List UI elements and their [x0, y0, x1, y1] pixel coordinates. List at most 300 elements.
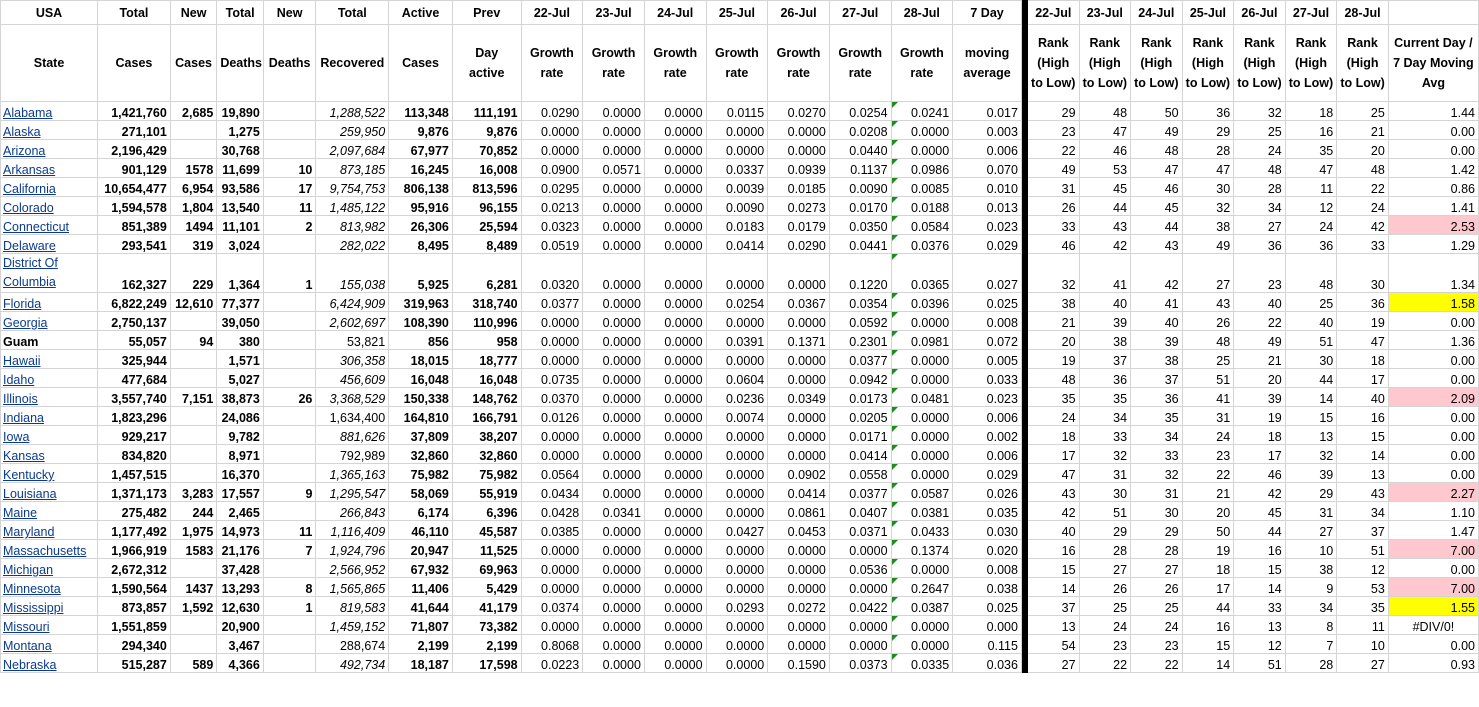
growth-rate-cell[interactable]: 0.0337	[706, 159, 768, 178]
growth-rate-cell[interactable]: 0.0000	[768, 616, 830, 635]
growth-rate-cell[interactable]: 0.0902	[768, 464, 830, 483]
rank-cell[interactable]: 22	[1079, 654, 1131, 673]
ratio-cell[interactable]: 1.44	[1388, 102, 1478, 121]
rank-cell[interactable]: 15	[1234, 559, 1286, 578]
growth-rate-cell[interactable]: 0.0422	[829, 597, 891, 616]
state-link[interactable]: Michigan	[3, 563, 54, 577]
rank-cell[interactable]: 42	[1131, 254, 1183, 293]
new-deaths-cell[interactable]	[263, 293, 316, 312]
total-deaths-cell[interactable]: 5,027	[217, 369, 264, 388]
ratio-cell[interactable]: 1.29	[1388, 235, 1478, 254]
rank-cell[interactable]: 27	[1337, 654, 1389, 673]
prev-active-cell[interactable]: 6,396	[452, 502, 521, 521]
rank-cell[interactable]: 49	[1131, 121, 1183, 140]
rank-cell[interactable]: 22	[1337, 178, 1389, 197]
total-deaths-cell[interactable]: 1,275	[217, 121, 264, 140]
growth-rate-cell[interactable]: 0.0290	[521, 102, 583, 121]
total-cases-cell[interactable]: 1,823,296	[98, 407, 171, 426]
column-header[interactable]: 23-Jul	[583, 1, 645, 25]
prev-active-cell[interactable]: 32,860	[452, 445, 521, 464]
growth-rate-cell[interactable]: 0.0000	[521, 559, 583, 578]
rank-cell[interactable]: 32	[1234, 102, 1286, 121]
state-link[interactable]: Florida	[3, 297, 42, 311]
total-cases-cell[interactable]: 325,944	[98, 350, 171, 369]
rank-cell[interactable]: 19	[1234, 407, 1286, 426]
growth-rate-cell[interactable]: 0.0000	[891, 559, 953, 578]
ratio-cell[interactable]: 1.34	[1388, 254, 1478, 293]
rank-cell[interactable]: 16	[1337, 407, 1389, 426]
new-deaths-cell[interactable]	[263, 426, 316, 445]
growth-rate-cell[interactable]: 0.0354	[829, 293, 891, 312]
new-cases-cell[interactable]: 3,283	[170, 483, 217, 502]
growth-rate-cell[interactable]: 0.0090	[829, 178, 891, 197]
ratio-cell[interactable]: 0.00	[1388, 312, 1478, 331]
state-link[interactable]: Massachusetts	[3, 544, 87, 558]
state-cell[interactable]	[1, 426, 98, 445]
state-link[interactable]: Indiana	[3, 411, 45, 425]
rank-cell[interactable]: 49	[1234, 331, 1286, 350]
growth-rate-cell[interactable]: 0.0000	[706, 140, 768, 159]
growth-rate-cell[interactable]: 0.0000	[891, 369, 953, 388]
growth-rate-cell[interactable]: 0.0453	[768, 521, 830, 540]
state-link[interactable]: Iowa	[3, 430, 30, 444]
state-cell[interactable]	[1, 597, 98, 616]
growth-rate-cell[interactable]: 0.0000	[644, 559, 706, 578]
growth-rate-cell[interactable]: 0.0295	[521, 178, 583, 197]
growth-rate-cell[interactable]: 0.0000	[521, 312, 583, 331]
new-cases-cell[interactable]: 1494	[170, 216, 217, 235]
growth-rate-cell[interactable]: 0.0000	[706, 426, 768, 445]
rank-cell[interactable]: 33	[1337, 235, 1389, 254]
total-cases-cell[interactable]: 2,672,312	[98, 559, 171, 578]
recovered-cell[interactable]: 819,583	[316, 597, 389, 616]
recovered-cell[interactable]: 2,566,952	[316, 559, 389, 578]
growth-rate-cell[interactable]: 0.0000	[768, 121, 830, 140]
rank-cell[interactable]: 24	[1027, 407, 1079, 426]
column-header[interactable]: Active	[389, 1, 453, 25]
growth-rate-cell[interactable]: 0.0090	[706, 197, 768, 216]
prev-active-cell[interactable]: 45,587	[452, 521, 521, 540]
rank-cell[interactable]: 42	[1079, 235, 1131, 254]
rank-cell[interactable]: 37	[1027, 597, 1079, 616]
rank-cell[interactable]: 25	[1337, 102, 1389, 121]
new-deaths-cell[interactable]	[263, 350, 316, 369]
total-cases-cell[interactable]: 55,057	[98, 331, 171, 350]
growth-rate-cell[interactable]: 0.0000	[644, 178, 706, 197]
state-cell[interactable]	[1, 559, 98, 578]
growth-rate-cell[interactable]: 0.0000	[644, 254, 706, 293]
state-cell[interactable]	[1, 578, 98, 597]
growth-rate-cell[interactable]: 0.0000	[521, 445, 583, 464]
state-cell[interactable]	[1, 654, 98, 673]
state-cell[interactable]	[1, 312, 98, 331]
growth-rate-cell[interactable]: 0.0270	[768, 102, 830, 121]
growth-rate-cell[interactable]: 0.0000	[583, 312, 645, 331]
growth-rate-cell[interactable]: 0.0981	[891, 331, 953, 350]
rank-cell[interactable]: 40	[1131, 312, 1183, 331]
rank-cell[interactable]: 17	[1337, 369, 1389, 388]
rank-cell[interactable]: 36	[1079, 369, 1131, 388]
column-header[interactable]: 27-Jul	[1285, 1, 1337, 25]
active-cases-cell[interactable]: 6,174	[389, 502, 453, 521]
rank-cell[interactable]: 27	[1234, 216, 1286, 235]
column-header[interactable]: Current Day / 7 Day Moving Avg	[1388, 25, 1478, 102]
prev-active-cell[interactable]: 8,489	[452, 235, 521, 254]
moving-average-cell[interactable]: 0.008	[953, 559, 1022, 578]
column-header[interactable]: Rank (High to Low)	[1027, 25, 1079, 102]
growth-rate-cell[interactable]: 0.0428	[521, 502, 583, 521]
rank-cell[interactable]: 39	[1234, 388, 1286, 407]
rank-cell[interactable]: 41	[1182, 388, 1234, 407]
growth-rate-cell[interactable]: 0.0584	[891, 216, 953, 235]
rank-cell[interactable]: 48	[1234, 159, 1286, 178]
total-cases-cell[interactable]: 2,750,137	[98, 312, 171, 331]
growth-rate-cell[interactable]: 0.1590	[768, 654, 830, 673]
growth-rate-cell[interactable]: 0.0374	[521, 597, 583, 616]
column-header[interactable]: moving average	[953, 25, 1022, 102]
rank-cell[interactable]: 21	[1234, 350, 1286, 369]
growth-rate-cell[interactable]: 0.0000	[768, 312, 830, 331]
new-cases-cell[interactable]	[170, 407, 217, 426]
prev-active-cell[interactable]: 813,596	[452, 178, 521, 197]
prev-active-cell[interactable]: 318,740	[452, 293, 521, 312]
active-cases-cell[interactable]: 108,390	[389, 312, 453, 331]
prev-active-cell[interactable]: 166,791	[452, 407, 521, 426]
total-deaths-cell[interactable]: 17,557	[217, 483, 264, 502]
growth-rate-cell[interactable]: 0.0000	[768, 350, 830, 369]
rank-cell[interactable]: 40	[1337, 388, 1389, 407]
ratio-cell[interactable]: 2.53	[1388, 216, 1478, 235]
growth-rate-cell[interactable]: 0.0000	[706, 350, 768, 369]
growth-rate-cell[interactable]: 0.0000	[644, 312, 706, 331]
total-cases-cell[interactable]: 294,340	[98, 635, 171, 654]
rank-cell[interactable]: 9	[1285, 578, 1337, 597]
state-cell[interactable]	[1, 235, 98, 254]
rank-cell[interactable]: 50	[1182, 521, 1234, 540]
column-header[interactable]: Cases	[389, 25, 453, 102]
growth-rate-cell[interactable]: 0.0414	[706, 235, 768, 254]
growth-rate-cell[interactable]: 0.0000	[644, 445, 706, 464]
rank-cell[interactable]: 51	[1285, 331, 1337, 350]
rank-cell[interactable]: 18	[1027, 426, 1079, 445]
rank-cell[interactable]: 51	[1234, 654, 1286, 673]
prev-active-cell[interactable]: 148,762	[452, 388, 521, 407]
rank-cell[interactable]: 13	[1337, 464, 1389, 483]
state-link[interactable]: Delaware	[3, 239, 56, 253]
rank-cell[interactable]: 51	[1337, 540, 1389, 559]
growth-rate-cell[interactable]: 0.0000	[521, 616, 583, 635]
rank-cell[interactable]: 48	[1285, 254, 1337, 293]
rank-cell[interactable]: 11	[1337, 616, 1389, 635]
rank-cell[interactable]: 45	[1234, 502, 1286, 521]
growth-rate-cell[interactable]: 0.0000	[644, 369, 706, 388]
growth-rate-cell[interactable]: 0.0385	[521, 521, 583, 540]
rank-cell[interactable]: 43	[1079, 216, 1131, 235]
rank-cell[interactable]: 25	[1182, 350, 1234, 369]
total-cases-cell[interactable]: 2,196,429	[98, 140, 171, 159]
growth-rate-cell[interactable]: 0.0223	[521, 654, 583, 673]
recovered-cell[interactable]: 881,626	[316, 426, 389, 445]
column-header[interactable]: Total	[316, 1, 389, 25]
growth-rate-cell[interactable]: 0.0000	[768, 369, 830, 388]
growth-rate-cell[interactable]: 0.0000	[768, 426, 830, 445]
growth-rate-cell[interactable]: 0.0000	[644, 635, 706, 654]
growth-rate-cell[interactable]: 0.0000	[521, 331, 583, 350]
rank-cell[interactable]: 26	[1182, 312, 1234, 331]
growth-rate-cell[interactable]: 0.0000	[891, 312, 953, 331]
state-cell[interactable]	[1, 635, 98, 654]
state-link[interactable]: Montana	[3, 639, 52, 653]
total-cases-cell[interactable]: 901,129	[98, 159, 171, 178]
growth-rate-cell[interactable]: 0.0000	[768, 445, 830, 464]
new-deaths-cell[interactable]: 9	[263, 483, 316, 502]
growth-rate-cell[interactable]: 0.0986	[891, 159, 953, 178]
ratio-cell[interactable]: 1.36	[1388, 331, 1478, 350]
rank-cell[interactable]: 34	[1337, 502, 1389, 521]
recovered-cell[interactable]: 1,288,522	[316, 102, 389, 121]
state-cell[interactable]	[1, 121, 98, 140]
growth-rate-cell[interactable]: 0.0000	[891, 121, 953, 140]
growth-rate-cell[interactable]: 0.0000	[583, 540, 645, 559]
state-link[interactable]: Alabama	[3, 106, 53, 120]
rank-cell[interactable]: 38	[1285, 559, 1337, 578]
rank-cell[interactable]: 47	[1337, 331, 1389, 350]
growth-rate-cell[interactable]: 0.0000	[829, 616, 891, 635]
total-deaths-cell[interactable]: 16,370	[217, 464, 264, 483]
prev-active-cell[interactable]: 2,199	[452, 635, 521, 654]
growth-rate-cell[interactable]: 0.0365	[891, 254, 953, 293]
active-cases-cell[interactable]: 164,810	[389, 407, 453, 426]
growth-rate-cell[interactable]: 0.0434	[521, 483, 583, 502]
moving-average-cell[interactable]: 0.000	[953, 616, 1022, 635]
column-header[interactable]: New	[170, 1, 217, 25]
new-cases-cell[interactable]: 1437	[170, 578, 217, 597]
growth-rate-cell[interactable]: 0.0377	[521, 293, 583, 312]
moving-average-cell[interactable]: 0.008	[953, 312, 1022, 331]
rank-cell[interactable]: 35	[1285, 140, 1337, 159]
rank-cell[interactable]: 43	[1182, 293, 1234, 312]
rank-cell[interactable]: 13	[1027, 616, 1079, 635]
new-deaths-cell[interactable]	[263, 502, 316, 521]
growth-rate-cell[interactable]: 0.0000	[644, 350, 706, 369]
ratio-cell[interactable]: 0.00	[1388, 140, 1478, 159]
growth-rate-cell[interactable]: 0.0000	[768, 559, 830, 578]
state-cell[interactable]	[1, 540, 98, 559]
active-cases-cell[interactable]: 113,348	[389, 102, 453, 121]
rank-cell[interactable]: 14	[1285, 388, 1337, 407]
new-deaths-cell[interactable]	[263, 654, 316, 673]
growth-rate-cell[interactable]: 0.0000	[891, 616, 953, 635]
prev-active-cell[interactable]: 11,525	[452, 540, 521, 559]
growth-rate-cell[interactable]: 0.0000	[644, 159, 706, 178]
total-deaths-cell[interactable]: 12,630	[217, 597, 264, 616]
rank-cell[interactable]: 31	[1027, 178, 1079, 197]
growth-rate-cell[interactable]: 0.0427	[706, 521, 768, 540]
rank-cell[interactable]: 54	[1027, 635, 1079, 654]
growth-rate-cell[interactable]: 0.0370	[521, 388, 583, 407]
ratio-cell[interactable]: 7.00	[1388, 540, 1478, 559]
rank-cell[interactable]: 33	[1079, 426, 1131, 445]
state-cell[interactable]	[1, 197, 98, 216]
recovered-cell[interactable]: 456,609	[316, 369, 389, 388]
rank-cell[interactable]: 23	[1182, 445, 1234, 464]
growth-rate-cell[interactable]: 0.0000	[644, 521, 706, 540]
total-cases-cell[interactable]: 10,654,477	[98, 178, 171, 197]
new-cases-cell[interactable]: 1,975	[170, 521, 217, 540]
ratio-cell[interactable]: 0.00	[1388, 445, 1478, 464]
rank-cell[interactable]: 13	[1285, 426, 1337, 445]
growth-rate-cell[interactable]: 0.0000	[583, 635, 645, 654]
moving-average-cell[interactable]: 0.070	[953, 159, 1022, 178]
new-deaths-cell[interactable]	[263, 635, 316, 654]
ratio-cell[interactable]: 1.58	[1388, 293, 1478, 312]
recovered-cell[interactable]: 259,950	[316, 121, 389, 140]
rank-cell[interactable]: 18	[1337, 350, 1389, 369]
total-deaths-cell[interactable]: 30,768	[217, 140, 264, 159]
rank-cell[interactable]: 37	[1131, 369, 1183, 388]
growth-rate-cell[interactable]: 0.0000	[768, 140, 830, 159]
column-header[interactable]: Day active	[452, 25, 521, 102]
total-cases-cell[interactable]: 1,590,564	[98, 578, 171, 597]
growth-rate-cell[interactable]: 0.0000	[644, 407, 706, 426]
total-deaths-cell[interactable]: 3,467	[217, 635, 264, 654]
new-cases-cell[interactable]: 2,685	[170, 102, 217, 121]
moving-average-cell[interactable]: 0.005	[953, 350, 1022, 369]
ratio-cell[interactable]: 0.93	[1388, 654, 1478, 673]
recovered-cell[interactable]: 53,821	[316, 331, 389, 350]
column-header[interactable]: Growth rate	[706, 25, 768, 102]
new-cases-cell[interactable]: 1578	[170, 159, 217, 178]
growth-rate-cell[interactable]: 0.0536	[829, 559, 891, 578]
ratio-cell[interactable]: 7.00	[1388, 578, 1478, 597]
rank-cell[interactable]: 28	[1285, 654, 1337, 673]
rank-cell[interactable]: 22	[1131, 654, 1183, 673]
growth-rate-cell[interactable]: 0.0000	[644, 483, 706, 502]
rank-cell[interactable]: 24	[1131, 616, 1183, 635]
new-deaths-cell[interactable]: 2	[263, 216, 316, 235]
state-link[interactable]: Alaska	[3, 125, 41, 139]
new-cases-cell[interactable]: 6,954	[170, 178, 217, 197]
column-header[interactable]: 25-Jul	[1182, 1, 1234, 25]
growth-rate-cell[interactable]: 0.0000	[644, 235, 706, 254]
growth-rate-cell[interactable]: 0.0000	[829, 540, 891, 559]
rank-cell[interactable]: 41	[1131, 293, 1183, 312]
growth-rate-cell[interactable]: 0.0000	[644, 654, 706, 673]
growth-rate-cell[interactable]: 0.0000	[706, 312, 768, 331]
total-deaths-cell[interactable]: 38,873	[217, 388, 264, 407]
growth-rate-cell[interactable]: 0.0039	[706, 178, 768, 197]
rank-cell[interactable]: 15	[1337, 426, 1389, 445]
growth-rate-cell[interactable]: 0.0000	[891, 426, 953, 445]
rank-cell[interactable]: 13	[1234, 616, 1286, 635]
rank-cell[interactable]: 37	[1337, 521, 1389, 540]
active-cases-cell[interactable]: 806,138	[389, 178, 453, 197]
recovered-cell[interactable]: 1,565,865	[316, 578, 389, 597]
moving-average-cell[interactable]: 0.038	[953, 578, 1022, 597]
growth-rate-cell[interactable]: 0.0000	[706, 445, 768, 464]
state-link[interactable]: District Of Columbia	[3, 256, 58, 289]
growth-rate-cell[interactable]: 0.0208	[829, 121, 891, 140]
column-header[interactable]: 28-Jul	[891, 1, 953, 25]
growth-rate-cell[interactable]: 0.0000	[583, 464, 645, 483]
rank-cell[interactable]: 46	[1131, 178, 1183, 197]
growth-rate-cell[interactable]: 0.0000	[644, 502, 706, 521]
rank-cell[interactable]: 10	[1285, 540, 1337, 559]
rank-cell[interactable]: 20	[1337, 140, 1389, 159]
state-cell[interactable]	[1, 159, 98, 178]
new-cases-cell[interactable]: 7,151	[170, 388, 217, 407]
column-header[interactable]: Growth rate	[768, 25, 830, 102]
new-cases-cell[interactable]: 1,592	[170, 597, 217, 616]
rank-cell[interactable]: 17	[1234, 445, 1286, 464]
total-deaths-cell[interactable]: 380	[217, 331, 264, 350]
active-cases-cell[interactable]: 2,199	[389, 635, 453, 654]
column-header[interactable]: Total	[98, 1, 171, 25]
rank-cell[interactable]: 36	[1182, 102, 1234, 121]
rank-cell[interactable]: 35	[1337, 597, 1389, 616]
new-cases-cell[interactable]: 1,804	[170, 197, 217, 216]
growth-rate-cell[interactable]: 0.0000	[768, 407, 830, 426]
active-cases-cell[interactable]: 67,932	[389, 559, 453, 578]
state-link[interactable]: Minnesota	[3, 582, 61, 596]
active-cases-cell[interactable]: 18,187	[389, 654, 453, 673]
growth-rate-cell[interactable]: 0.0173	[829, 388, 891, 407]
rank-cell[interactable]: 26	[1079, 578, 1131, 597]
recovered-cell[interactable]: 1,634,400	[316, 407, 389, 426]
growth-rate-cell[interactable]: 0.0000	[583, 197, 645, 216]
rank-cell[interactable]: 31	[1079, 464, 1131, 483]
rank-cell[interactable]: 23	[1234, 254, 1286, 293]
rank-cell[interactable]: 48	[1027, 369, 1079, 388]
growth-rate-cell[interactable]: 0.0188	[891, 197, 953, 216]
growth-rate-cell[interactable]: 0.0414	[829, 445, 891, 464]
rank-cell[interactable]: 31	[1285, 502, 1337, 521]
ratio-cell[interactable]: 1.47	[1388, 521, 1478, 540]
new-deaths-cell[interactable]: 26	[263, 388, 316, 407]
growth-rate-cell[interactable]: 0.0000	[644, 388, 706, 407]
growth-rate-cell[interactable]: 0.0000	[768, 540, 830, 559]
state-link[interactable]: Hawaii	[3, 354, 41, 368]
column-header[interactable]: Deaths	[217, 25, 264, 102]
column-header[interactable]: 22-Jul	[1027, 1, 1079, 25]
rank-cell[interactable]: 40	[1027, 521, 1079, 540]
total-deaths-cell[interactable]: 20,900	[217, 616, 264, 635]
ratio-cell[interactable]: 1.41	[1388, 197, 1478, 216]
rank-cell[interactable]: 20	[1234, 369, 1286, 388]
rank-cell[interactable]: 46	[1027, 235, 1079, 254]
column-header[interactable]: Rank (High to Low)	[1234, 25, 1286, 102]
growth-rate-cell[interactable]: 0.0000	[891, 445, 953, 464]
growth-rate-cell[interactable]: 0.0000	[706, 540, 768, 559]
rank-cell[interactable]: 27	[1027, 654, 1079, 673]
growth-rate-cell[interactable]: 0.0000	[583, 426, 645, 445]
new-deaths-cell[interactable]	[263, 559, 316, 578]
column-header[interactable]	[1388, 1, 1478, 25]
rank-cell[interactable]: 44	[1079, 197, 1131, 216]
column-header[interactable]: Growth rate	[644, 25, 706, 102]
rank-cell[interactable]: 27	[1131, 559, 1183, 578]
new-deaths-cell[interactable]: 10	[263, 159, 316, 178]
state-cell[interactable]: Guam	[1, 331, 98, 350]
new-deaths-cell[interactable]	[263, 445, 316, 464]
growth-rate-cell[interactable]: 0.0939	[768, 159, 830, 178]
ratio-cell[interactable]: 0.86	[1388, 178, 1478, 197]
growth-rate-cell[interactable]: 0.1137	[829, 159, 891, 178]
column-header[interactable]: New	[263, 1, 316, 25]
rank-cell[interactable]: 32	[1285, 445, 1337, 464]
rank-cell[interactable]: 27	[1079, 559, 1131, 578]
rank-cell[interactable]: 44	[1285, 369, 1337, 388]
